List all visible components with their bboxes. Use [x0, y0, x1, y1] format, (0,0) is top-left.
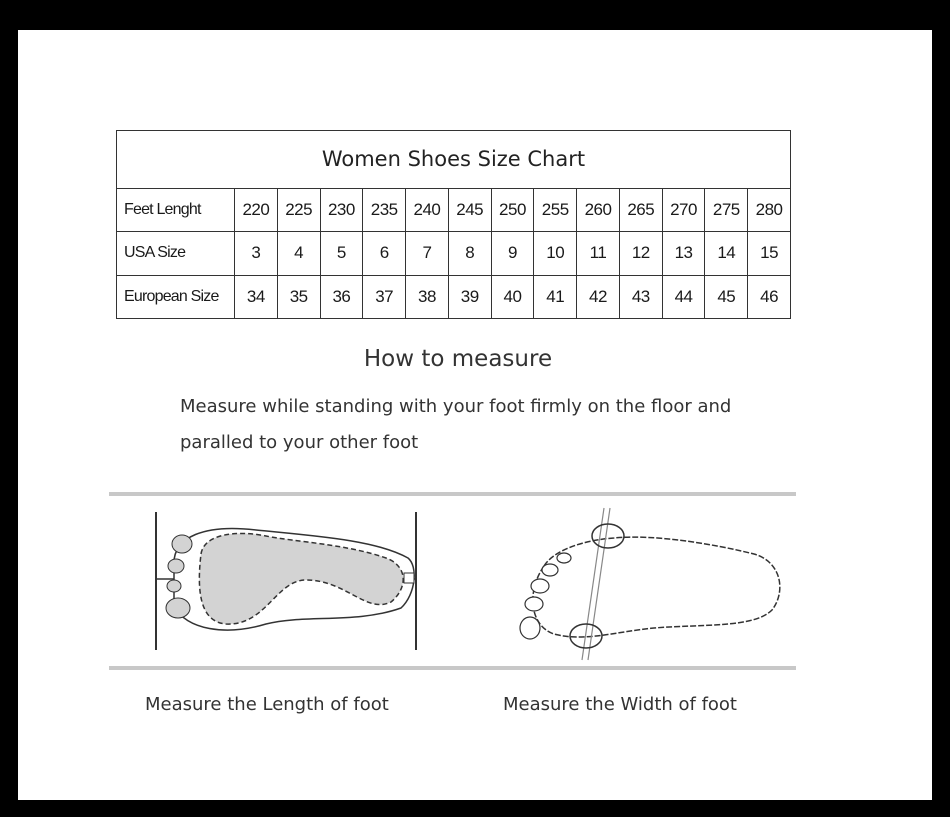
- row-label-feet-length: Feet Lenght: [117, 188, 235, 231]
- table-cell: 11: [577, 232, 620, 275]
- row-label-usa-size: USA Size: [117, 232, 235, 275]
- table-cell: 39: [448, 275, 491, 318]
- table-cell: 42: [577, 275, 620, 318]
- table-cell: 235: [363, 188, 406, 231]
- table-cell: 6: [363, 232, 406, 275]
- table-cell: 280: [748, 188, 791, 231]
- table-cell: 34: [235, 275, 278, 318]
- table-cell: 220: [235, 188, 278, 231]
- instruction-line-2: paralled to your other foot: [180, 432, 419, 453]
- page-frame: [18, 30, 932, 800]
- table-cell: 43: [619, 275, 662, 318]
- table-cell: 15: [748, 232, 791, 275]
- table-cell: 245: [448, 188, 491, 231]
- foot-length-diagram-icon: [146, 506, 436, 656]
- how-to-measure-heading: How to measure: [363, 346, 553, 372]
- table-cell: 13: [662, 232, 705, 275]
- caption-length: Measure the Length of foot: [145, 694, 389, 715]
- table-cell: 14: [705, 232, 748, 275]
- table-cell: 275: [705, 188, 748, 231]
- table-cell: 260: [577, 188, 620, 231]
- table-cell: 265: [619, 188, 662, 231]
- table-cell: 45: [705, 275, 748, 318]
- table-cell: 10: [534, 232, 577, 275]
- table-title: Women Shoes Size Chart: [117, 131, 791, 189]
- table-cell: 46: [748, 275, 791, 318]
- table-cell: 3: [235, 232, 278, 275]
- instruction-line-1: Measure while standing with your foot firmly on the floor and: [180, 396, 732, 417]
- table-cell: 44: [662, 275, 705, 318]
- table-row: [117, 275, 791, 318]
- size-chart-table: [116, 130, 791, 319]
- table-cell: 5: [320, 232, 363, 275]
- table-cell: 37: [363, 275, 406, 318]
- table-cell: 36: [320, 275, 363, 318]
- top-divider: [109, 492, 796, 496]
- table-cell: 255: [534, 188, 577, 231]
- table-cell: 35: [277, 275, 320, 318]
- table-cell: 40: [491, 275, 534, 318]
- table-cell: 41: [534, 275, 577, 318]
- table-title-row: [117, 131, 791, 189]
- caption-width: Measure the Width of foot: [503, 694, 737, 715]
- table-cell: 225: [277, 188, 320, 231]
- table-cell: 270: [662, 188, 705, 231]
- foot-width-diagram-icon: [504, 500, 794, 666]
- table-cell: 9: [491, 232, 534, 275]
- table-row: [117, 188, 791, 231]
- table-cell: 250: [491, 188, 534, 231]
- table-cell: 4: [277, 232, 320, 275]
- table-cell: 240: [406, 188, 449, 231]
- table-cell: 12: [619, 232, 662, 275]
- row-label-european-size: European Size: [117, 275, 235, 318]
- bottom-divider: [109, 666, 796, 670]
- table-cell: 7: [406, 232, 449, 275]
- table-cell: 8: [448, 232, 491, 275]
- table-cell: 230: [320, 188, 363, 231]
- table-cell: 38: [406, 275, 449, 318]
- table-row: [117, 232, 791, 275]
